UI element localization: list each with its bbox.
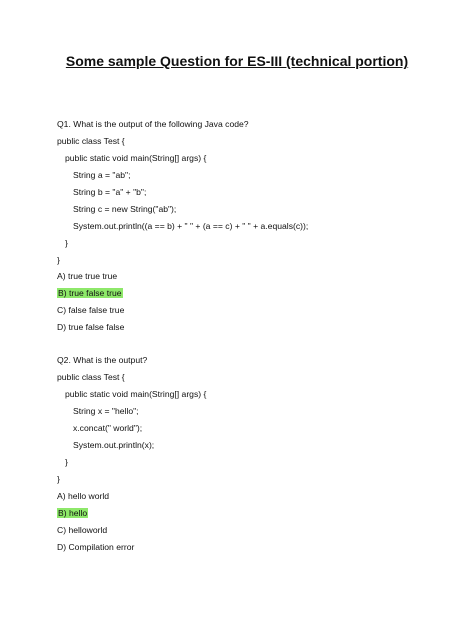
q1-option-b [57,288,123,299]
q2-code-line-3: String x = "hello"; [73,406,139,416]
q2-code-line-7: } [57,474,60,484]
q1-code-line-8: } [57,255,60,265]
q2-answer-highlight: B) hello [58,508,88,518]
q2-code-line-4: x.concat(" world"); [73,423,143,433]
q1-code-line-3: String a = "ab"; [73,170,131,180]
q1-question: Q1. What is the output of the following Java code? [57,119,249,129]
q1-code-line-4: String b = "a" + "b"; [73,187,147,197]
document-title: Some sample Question for ES-III (technical portion) [65,53,409,69]
q1-code-line-2: public static void main(String[] args) { [65,153,207,163]
q2-code-line-5: System.out.println(x); [73,440,155,450]
q2-code-line-6: } [65,457,68,467]
q2-code-line-2: public static void main(String[] args) { [65,389,207,399]
q2-option-d: D) Compilation error [57,542,135,552]
q1-code-line-1: public class Test { [57,136,125,146]
q1-option-c: C) false false true [57,305,125,315]
q2-question: Q2. What is the output? [57,355,148,365]
q1-option-a: A) true true true [57,271,118,281]
q1-code-line-6: System.out.println((a == b) + " " + (a == c) + " " + a.equals(c)); [73,221,309,231]
q2-option-b [57,508,88,519]
q1-option-d: D) true false false [57,322,125,332]
q2-option-c: C) helloworld [57,525,108,535]
q1-answer-highlight: B) true false true [58,288,122,298]
q2-option-a: A) hello world [57,491,110,501]
q2-code-line-1: public class Test { [57,372,125,382]
q1-code-line-5: String c = new String("ab"); [73,204,177,214]
q1-code-line-7: } [65,238,68,248]
